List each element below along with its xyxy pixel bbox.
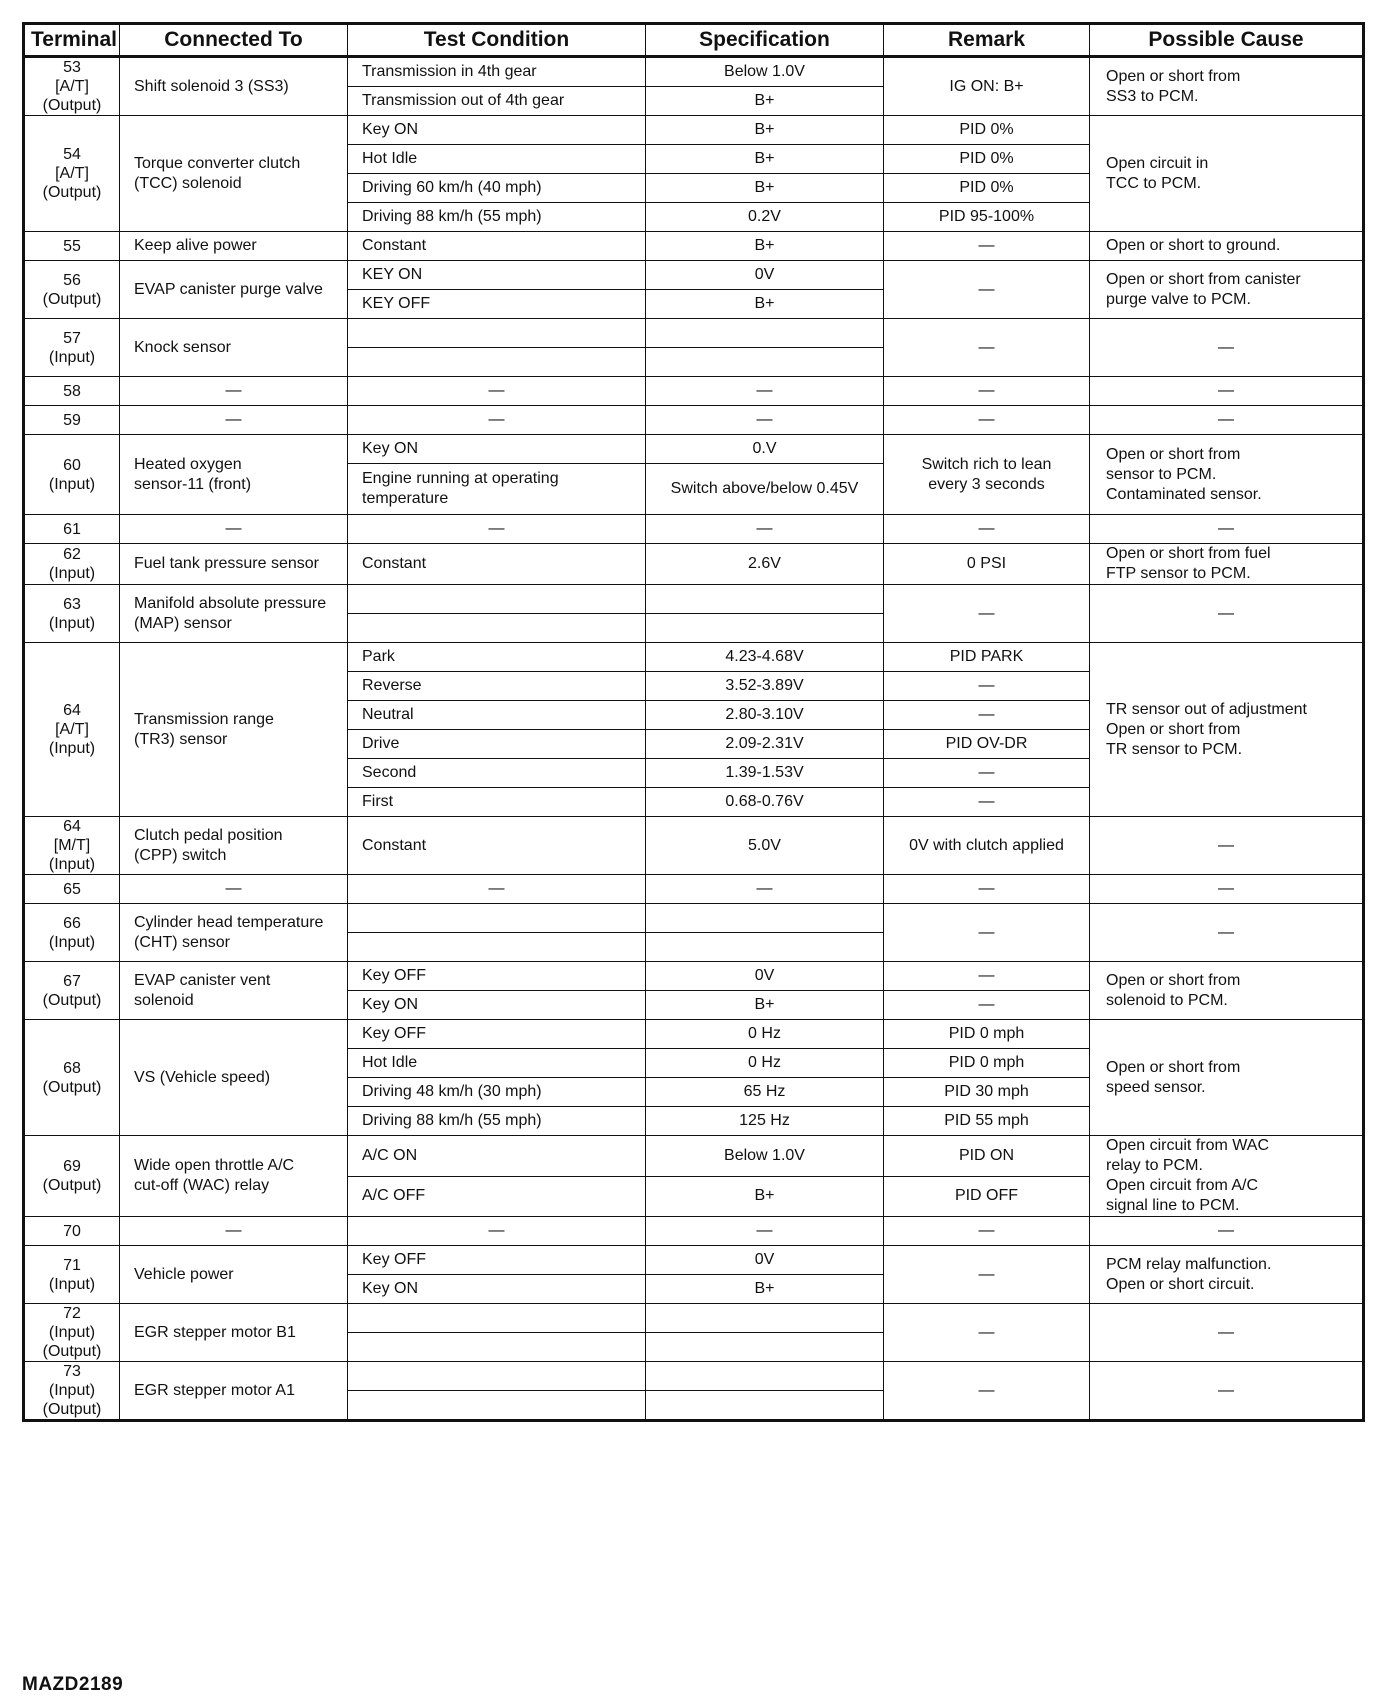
- specification-cell: 2.6V: [646, 544, 884, 585]
- specification-cell: 0 Hz: [646, 1049, 884, 1078]
- table-row: [24, 232, 1364, 261]
- test-condition-cell: KEY ON: [348, 261, 646, 290]
- table-row: [24, 57, 1364, 87]
- header-remark: Remark: [884, 24, 1090, 57]
- connected-to-cell: EVAP canister vent solenoid: [120, 962, 348, 1020]
- figure-id: MAZD2189: [22, 1674, 124, 1695]
- connected-to-cell: EVAP canister purge valve: [120, 261, 348, 319]
- specification-cell: [646, 904, 884, 933]
- test-condition-cell: Key ON: [348, 991, 646, 1020]
- terminal-cell: 66 (Input): [24, 904, 120, 962]
- possible-cause-cell: Open or short from SS3 to PCM.: [1090, 57, 1364, 116]
- table-row: [24, 904, 1364, 933]
- test-condition-cell: [348, 348, 646, 377]
- terminal-cell: 61: [24, 515, 120, 544]
- test-condition-cell: Constant: [348, 232, 646, 261]
- test-condition-cell: Drive: [348, 730, 646, 759]
- connected-to-cell: Knock sensor: [120, 319, 348, 377]
- specification-cell: 0.V: [646, 435, 884, 464]
- possible-cause-cell: TR sensor out of adjustment Open or short from TR sensor to PCM.: [1090, 643, 1364, 817]
- test-condition-cell: Constant: [348, 817, 646, 875]
- specification-cell: [646, 1391, 884, 1421]
- connected-to-cell: Fuel tank pressure sensor: [120, 544, 348, 585]
- possible-cause-cell: Open circuit from WAC relay to PCM. Open circuit from A/C signal line to PCM.: [1090, 1136, 1364, 1217]
- connected-to-cell: Torque converter clutch (TCC) solenoid: [120, 116, 348, 232]
- remark-cell: —: [884, 759, 1090, 788]
- test-condition-cell: Reverse: [348, 672, 646, 701]
- connected-to-cell: —: [120, 875, 348, 904]
- terminal-cell: 72 (Input) (Output): [24, 1304, 120, 1362]
- remark-cell: —: [884, 962, 1090, 991]
- test-condition-cell: Constant: [348, 544, 646, 585]
- remark-cell: Switch rich to lean every 3 seconds: [884, 435, 1090, 515]
- terminal-cell: 68 (Output): [24, 1020, 120, 1136]
- table-row: [24, 875, 1364, 904]
- table-row: [24, 817, 1364, 875]
- connected-to-cell: Vehicle power: [120, 1246, 348, 1304]
- test-condition-cell: [348, 1304, 646, 1333]
- possible-cause-cell: —: [1090, 377, 1364, 406]
- terminal-cell: 62 (Input): [24, 544, 120, 585]
- connected-to-cell: Shift solenoid 3 (SS3): [120, 57, 348, 116]
- possible-cause-cell: —: [1090, 1304, 1364, 1362]
- remark-cell: PID OFF: [884, 1176, 1090, 1217]
- remark-cell: PID 55 mph: [884, 1107, 1090, 1136]
- possible-cause-cell: Open or short to ground.: [1090, 232, 1364, 261]
- test-condition-cell: Neutral: [348, 701, 646, 730]
- remark-cell: PID 0%: [884, 116, 1090, 145]
- specification-cell: 2.09-2.31V: [646, 730, 884, 759]
- possible-cause-cell: —: [1090, 904, 1364, 962]
- test-condition-cell: Key ON: [348, 116, 646, 145]
- table-row: [24, 406, 1364, 435]
- pcm-terminal-table: [22, 22, 1365, 1422]
- test-condition-cell: [348, 1333, 646, 1362]
- test-condition-cell: Transmission out of 4th gear: [348, 87, 646, 116]
- specification-cell: B+: [646, 87, 884, 116]
- terminal-cell: 70: [24, 1217, 120, 1246]
- specification-cell: [646, 585, 884, 614]
- remark-cell: —: [884, 1304, 1090, 1362]
- test-condition-cell: —: [348, 515, 646, 544]
- terminal-cell: 64 [A/T] (Input): [24, 643, 120, 817]
- test-condition-cell: Key OFF: [348, 1020, 646, 1049]
- test-condition-cell: Key OFF: [348, 1246, 646, 1275]
- table-row: [24, 1136, 1364, 1177]
- possible-cause-cell: —: [1090, 406, 1364, 435]
- header-terminal: Terminal: [24, 24, 120, 57]
- remark-cell: —: [884, 1217, 1090, 1246]
- table-row: [24, 1246, 1364, 1275]
- connected-to-cell: —: [120, 377, 348, 406]
- test-condition-cell: [348, 1362, 646, 1391]
- specification-cell: [646, 933, 884, 962]
- remark-cell: PID 0 mph: [884, 1020, 1090, 1049]
- remark-cell: —: [884, 515, 1090, 544]
- possible-cause-cell: —: [1090, 319, 1364, 377]
- connected-to-cell: Manifold absolute pressure (MAP) sensor: [120, 585, 348, 643]
- connected-to-cell: —: [120, 406, 348, 435]
- connected-to-cell: Keep alive power: [120, 232, 348, 261]
- specification-cell: 65 Hz: [646, 1078, 884, 1107]
- table-row: [24, 377, 1364, 406]
- test-condition-cell: Engine running at operating temperature: [348, 464, 646, 515]
- terminal-cell: 69 (Output): [24, 1136, 120, 1217]
- connected-to-cell: Clutch pedal position (CPP) switch: [120, 817, 348, 875]
- specification-cell: B+: [646, 232, 884, 261]
- test-condition-cell: [348, 1391, 646, 1421]
- terminal-cell: 58: [24, 377, 120, 406]
- specification-cell: —: [646, 406, 884, 435]
- possible-cause-cell: —: [1090, 817, 1364, 875]
- possible-cause-cell: Open circuit in TCC to PCM.: [1090, 116, 1364, 232]
- test-condition-cell: First: [348, 788, 646, 817]
- header-possible-cause: Possible Cause: [1090, 24, 1364, 57]
- specification-cell: 125 Hz: [646, 1107, 884, 1136]
- possible-cause-cell: Open or short from canister purge valve to PCM.: [1090, 261, 1364, 319]
- test-condition-cell: [348, 904, 646, 933]
- specification-cell: [646, 1362, 884, 1391]
- specification-cell: B+: [646, 174, 884, 203]
- test-condition-cell: Key ON: [348, 1275, 646, 1304]
- specification-cell: Switch above/below 0.45V: [646, 464, 884, 515]
- table-row: [24, 643, 1364, 672]
- remark-cell: PID 95-100%: [884, 203, 1090, 232]
- test-condition-cell: [348, 933, 646, 962]
- test-condition-cell: Driving 88 km/h (55 mph): [348, 1107, 646, 1136]
- specification-cell: —: [646, 377, 884, 406]
- terminal-cell: 56 (Output): [24, 261, 120, 319]
- connected-to-cell: EGR stepper motor B1: [120, 1304, 348, 1362]
- terminal-cell: 63 (Input): [24, 585, 120, 643]
- terminal-cell: 59: [24, 406, 120, 435]
- remark-cell: PID 30 mph: [884, 1078, 1090, 1107]
- header-row: [24, 24, 1364, 57]
- table-row: [24, 261, 1364, 290]
- specification-cell: [646, 614, 884, 643]
- specification-cell: 4.23-4.68V: [646, 643, 884, 672]
- specification-cell: —: [646, 515, 884, 544]
- test-condition-cell: Second: [348, 759, 646, 788]
- remark-cell: —: [884, 788, 1090, 817]
- remark-cell: 0 PSI: [884, 544, 1090, 585]
- table-row: [24, 585, 1364, 614]
- remark-cell: PID 0%: [884, 145, 1090, 174]
- test-condition-cell: Key ON: [348, 435, 646, 464]
- connected-to-cell: Cylinder head temperature (CHT) sensor: [120, 904, 348, 962]
- specification-cell: B+: [646, 290, 884, 319]
- specification-cell: B+: [646, 1275, 884, 1304]
- test-condition-cell: Hot Idle: [348, 1049, 646, 1078]
- possible-cause-cell: Open or short from sensor to PCM. Contaminated sensor.: [1090, 435, 1364, 515]
- remark-cell: PID 0%: [884, 174, 1090, 203]
- specification-cell: 0 Hz: [646, 1020, 884, 1049]
- terminal-cell: 55: [24, 232, 120, 261]
- possible-cause-cell: —: [1090, 1217, 1364, 1246]
- possible-cause-cell: —: [1090, 875, 1364, 904]
- specification-cell: [646, 319, 884, 348]
- remark-cell: —: [884, 585, 1090, 643]
- test-condition-cell: [348, 319, 646, 348]
- remark-cell: PID OV-DR: [884, 730, 1090, 759]
- possible-cause-cell: Open or short from fuel FTP sensor to PCM.: [1090, 544, 1364, 585]
- test-condition-cell: Driving 60 km/h (40 mph): [348, 174, 646, 203]
- table-row: [24, 515, 1364, 544]
- possible-cause-cell: PCM relay malfunction. Open or short circuit.: [1090, 1246, 1364, 1304]
- terminal-cell: 64 [M/T] (Input): [24, 817, 120, 875]
- terminal-cell: 54 [A/T] (Output): [24, 116, 120, 232]
- remark-cell: —: [884, 377, 1090, 406]
- remark-cell: —: [884, 1246, 1090, 1304]
- specification-cell: 5.0V: [646, 817, 884, 875]
- remark-cell: —: [884, 672, 1090, 701]
- terminal-cell: 71 (Input): [24, 1246, 120, 1304]
- specification-cell: [646, 1304, 884, 1333]
- terminal-cell: 65: [24, 875, 120, 904]
- remark-cell: PID 0 mph: [884, 1049, 1090, 1078]
- test-condition-cell: Hot Idle: [348, 145, 646, 174]
- remark-cell: PID PARK: [884, 643, 1090, 672]
- possible-cause-cell: —: [1090, 585, 1364, 643]
- terminal-cell: 73 (Input) (Output): [24, 1362, 120, 1421]
- table-body: [24, 57, 1364, 1421]
- test-condition-cell: Park: [348, 643, 646, 672]
- specification-cell: 2.80-3.10V: [646, 701, 884, 730]
- test-condition-cell: Driving 48 km/h (30 mph): [348, 1078, 646, 1107]
- specification-cell: 0V: [646, 261, 884, 290]
- table-row: [24, 1020, 1364, 1049]
- specification-cell: B+: [646, 145, 884, 174]
- table-row: [24, 1217, 1364, 1246]
- remark-cell: —: [884, 875, 1090, 904]
- test-condition-cell: —: [348, 1217, 646, 1246]
- remark-cell: —: [884, 701, 1090, 730]
- specification-cell: 1.39-1.53V: [646, 759, 884, 788]
- specification-cell: [646, 1333, 884, 1362]
- terminal-cell: 53 [A/T] (Output): [24, 57, 120, 116]
- table-row: [24, 1362, 1364, 1391]
- specification-cell: —: [646, 1217, 884, 1246]
- remark-cell: —: [884, 261, 1090, 319]
- remark-cell: —: [884, 1362, 1090, 1421]
- connected-to-cell: Wide open throttle A/C cut-off (WAC) relay: [120, 1136, 348, 1217]
- connected-to-cell: Transmission range (TR3) sensor: [120, 643, 348, 817]
- specification-cell: [646, 348, 884, 377]
- remark-cell: —: [884, 991, 1090, 1020]
- specification-cell: —: [646, 875, 884, 904]
- specification-cell: B+: [646, 116, 884, 145]
- possible-cause-cell: Open or short from solenoid to PCM.: [1090, 962, 1364, 1020]
- test-condition-cell: Driving 88 km/h (55 mph): [348, 203, 646, 232]
- terminal-cell: 67 (Output): [24, 962, 120, 1020]
- test-condition-cell: KEY OFF: [348, 290, 646, 319]
- connected-to-cell: EGR stepper motor A1: [120, 1362, 348, 1421]
- remark-cell: IG ON: B+: [884, 57, 1090, 116]
- connected-to-cell: —: [120, 1217, 348, 1246]
- table-row: [24, 435, 1364, 464]
- connected-to-cell: Heated oxygen sensor-11 (front): [120, 435, 348, 515]
- test-condition-cell: [348, 585, 646, 614]
- possible-cause-cell: —: [1090, 515, 1364, 544]
- table-row: [24, 116, 1364, 145]
- test-condition-cell: A/C OFF: [348, 1176, 646, 1217]
- remark-cell: —: [884, 904, 1090, 962]
- pinout-document: [22, 22, 1362, 1422]
- specification-cell: Below 1.0V: [646, 57, 884, 87]
- possible-cause-cell: —: [1090, 1362, 1364, 1421]
- header-specification: Specification: [646, 24, 884, 57]
- remark-cell: PID ON: [884, 1136, 1090, 1177]
- test-condition-cell: —: [348, 377, 646, 406]
- test-condition-cell: Transmission in 4th gear: [348, 57, 646, 87]
- header-connected-to: Connected To: [120, 24, 348, 57]
- table-row: [24, 1304, 1364, 1333]
- header-test-condition: Test Condition: [348, 24, 646, 57]
- connected-to-cell: —: [120, 515, 348, 544]
- table-row: [24, 544, 1364, 585]
- possible-cause-cell: Open or short from speed sensor.: [1090, 1020, 1364, 1136]
- connected-to-cell: VS (Vehicle speed): [120, 1020, 348, 1136]
- remark-cell: 0V with clutch applied: [884, 817, 1090, 875]
- remark-cell: —: [884, 319, 1090, 377]
- terminal-cell: 60 (Input): [24, 435, 120, 515]
- specification-cell: 0V: [646, 1246, 884, 1275]
- specification-cell: 3.52-3.89V: [646, 672, 884, 701]
- test-condition-cell: [348, 614, 646, 643]
- table-row: [24, 319, 1364, 348]
- specification-cell: 0.68-0.76V: [646, 788, 884, 817]
- specification-cell: B+: [646, 1176, 884, 1217]
- table-row: [24, 962, 1364, 991]
- remark-cell: —: [884, 406, 1090, 435]
- test-condition-cell: —: [348, 875, 646, 904]
- test-condition-cell: A/C ON: [348, 1136, 646, 1177]
- test-condition-cell: Key OFF: [348, 962, 646, 991]
- specification-cell: 0.2V: [646, 203, 884, 232]
- specification-cell: 0V: [646, 962, 884, 991]
- specification-cell: Below 1.0V: [646, 1136, 884, 1177]
- terminal-cell: 57 (Input): [24, 319, 120, 377]
- test-condition-cell: —: [348, 406, 646, 435]
- remark-cell: —: [884, 232, 1090, 261]
- specification-cell: B+: [646, 991, 884, 1020]
